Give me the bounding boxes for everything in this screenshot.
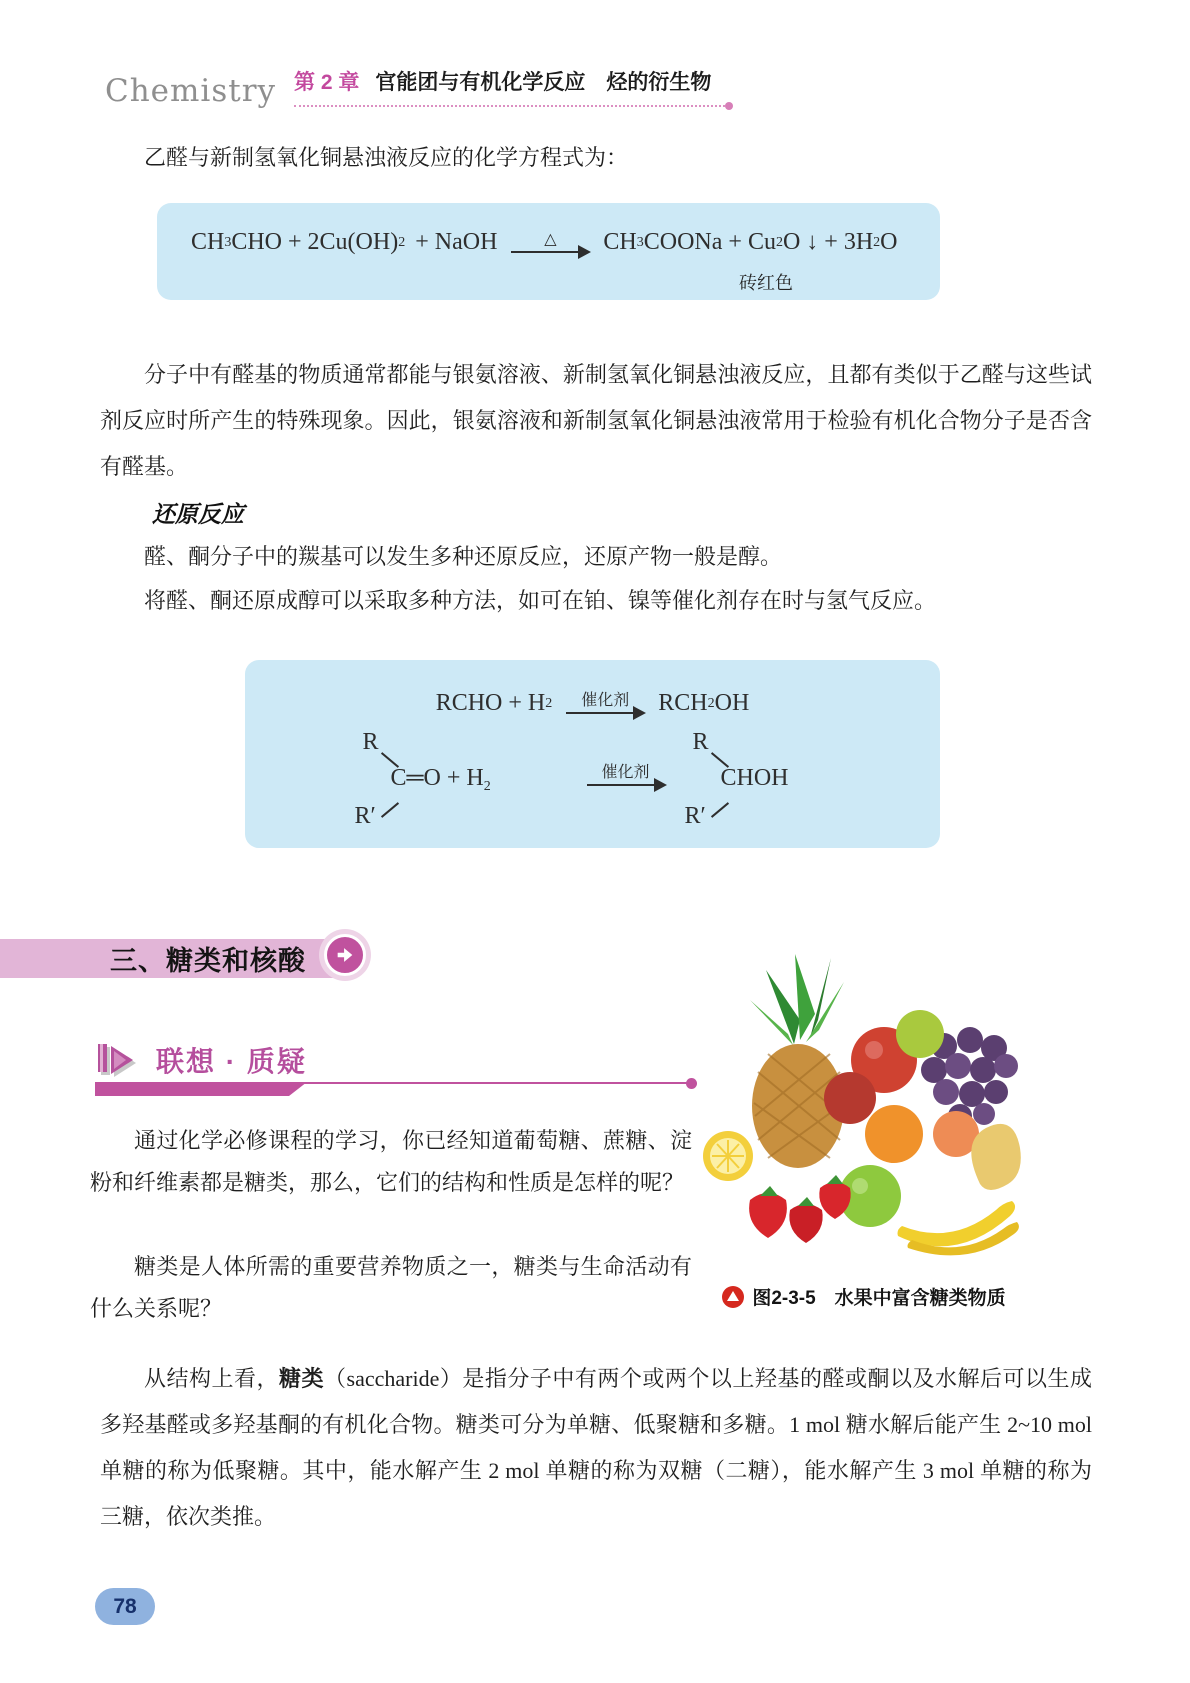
eq-segment: COONa + Cu xyxy=(643,229,776,255)
pear xyxy=(971,1124,1020,1190)
r-prime-group: R′ xyxy=(354,803,376,829)
arrow-shaft xyxy=(566,712,644,714)
arrow-shaft xyxy=(511,251,589,253)
green-apple xyxy=(896,1010,944,1058)
lianxiang-title: 联想 · 质疑 xyxy=(156,1046,307,1077)
section-banner xyxy=(0,939,346,978)
chapter-title: 官能团与有机化学反应 烃的衍生物 xyxy=(375,71,712,94)
eq-subscript: 2 xyxy=(483,779,491,794)
saccharide-term: 糖类 xyxy=(279,1366,325,1391)
rule-end-dot xyxy=(686,1078,697,1089)
rule-thin-line xyxy=(303,1082,687,1084)
eq-segment: OH xyxy=(714,690,750,716)
reaction-arrow xyxy=(566,693,644,714)
eq-segment: + NaOH xyxy=(415,229,498,255)
catalyst-condition: 催化剂 xyxy=(601,764,650,781)
paragraph-text: 从结构上看， xyxy=(144,1366,280,1391)
r-group: R xyxy=(692,729,709,755)
pomegranate xyxy=(824,1072,876,1124)
reaction-arrow xyxy=(511,232,589,253)
bond-line xyxy=(380,802,398,818)
eq-segment: RCHO + H xyxy=(435,690,546,716)
page-number-badge: 78 xyxy=(95,1588,155,1625)
page-header xyxy=(105,66,725,107)
intro-line: 乙醛与新制氢氧化铜悬浊液反应的化学方程式为： xyxy=(144,145,629,170)
lemon-slice xyxy=(703,1131,753,1181)
eq-segment: O xyxy=(880,229,898,255)
copper-equation-box xyxy=(157,203,940,300)
figure-caption xyxy=(698,1283,1030,1310)
chapter-badge: 第 2 章 xyxy=(294,71,360,94)
figure-caption-text: 图2-3-5 水果中富含糖类物质 xyxy=(752,1288,1006,1309)
reduction-line-2: 将醛、酮还原成醇可以采取多种方法，如可在铂、镍等催化剂存在时与氢气反应。 xyxy=(144,588,937,613)
delta-condition: △ xyxy=(544,231,557,248)
fruit-figure xyxy=(698,948,1030,1310)
lianxiang-rule xyxy=(95,1082,697,1098)
eq-segment: CHO + 2Cu(OH) xyxy=(231,229,399,255)
strawberries xyxy=(749,1175,851,1243)
ketone-structure xyxy=(353,731,569,835)
bond-line xyxy=(710,802,728,818)
choh-group: CHOH xyxy=(720,765,789,791)
brick-red-note: 砖红色 xyxy=(739,273,793,293)
r-prime-group: R′ xyxy=(684,803,706,829)
eq-segment: O ↓ + 3H xyxy=(782,229,874,255)
arrow-circle-icon xyxy=(324,934,366,976)
r-group: R xyxy=(362,729,379,755)
reaction-arrow xyxy=(587,765,665,786)
rule-thick-bar xyxy=(95,1082,307,1096)
orange xyxy=(865,1105,923,1163)
eq-segment: RCH xyxy=(658,690,708,716)
lianxiang-header xyxy=(96,1040,307,1080)
bananas xyxy=(898,1201,1019,1255)
copper-oxidation-equation: CH 3 CHO + 2Cu(OH) 2 + NaOH △ CH 3 COONa + Cu 2 O ↓ + 3H 2 O xyxy=(191,229,898,255)
paragraph-text: （saccharide）是指分子中有两个或两个以上羟基的醛或酮以及水解后可以生成多羟基醛或多羟基酮的有机化合物。糖类可分为单糖、低聚糖和多糖。1 mol 糖水解后能产生 2~10 mol 单糖的称为低聚糖。其中，能水解产生 2 mol 单糖的称为双糖（二糖），能水解产生 3 mol 单糖的称为三糖，依次类推。 xyxy=(100,1366,1092,1529)
lianxiang-para-2: 糖类是人体所需的重要营养物质之一，糖类与生命活动有什么关系呢？ xyxy=(90,1254,692,1321)
section-title: 三、糖类和核酸 xyxy=(110,946,306,976)
fruits-photo xyxy=(698,948,1030,1274)
eq-segment: CH xyxy=(191,229,225,255)
carbonyl-group: C═O + $H_2$ xyxy=(390,765,491,794)
eq-segment: CH xyxy=(603,229,637,255)
chapter-rule xyxy=(294,66,725,107)
play-flag-icon xyxy=(96,1041,142,1079)
reduction-line-1: 醛、酮分子中的羰基可以发生多种还原反应，还原产物一般是醇。 xyxy=(144,544,783,569)
pineapple-leaves xyxy=(750,954,844,1045)
aldehyde-hydrogenation-equation: RCHO + H 2 催化剂 RCH 2 OH xyxy=(435,690,750,716)
ketone-hydrogenation-equation xyxy=(353,731,833,835)
lianxiang-para-1: 通过化学必修课程的学习，你已经知道葡萄糖、蔗糖、淀粉和纤维素都是糖类，那么，它们的结构和性质是怎样的呢？ xyxy=(90,1128,692,1195)
saccharide-paragraph xyxy=(100,1356,1092,1540)
alcohol-structure xyxy=(683,731,833,835)
reduction-title: 还原反应 xyxy=(152,502,244,527)
hydrogenation-equation-box xyxy=(245,660,940,848)
chemistry-logo: Chemistry xyxy=(105,73,277,109)
aldehyde-paragraph: 分子中有醛基的物质通常都能与银氨溶液、新制氢氧化铜悬浊液反应，且都有类似于乙醛与这些试剂反应时所产生的特殊现象。因此，银氨溶液和新制氢氧化铜悬浊液常用于检验有机化合物分子是否含有醛基。 xyxy=(100,362,1092,479)
arrow-shaft xyxy=(587,784,665,786)
caption-triangle-icon xyxy=(722,1286,744,1308)
catalyst-condition: 催化剂 xyxy=(581,692,630,709)
